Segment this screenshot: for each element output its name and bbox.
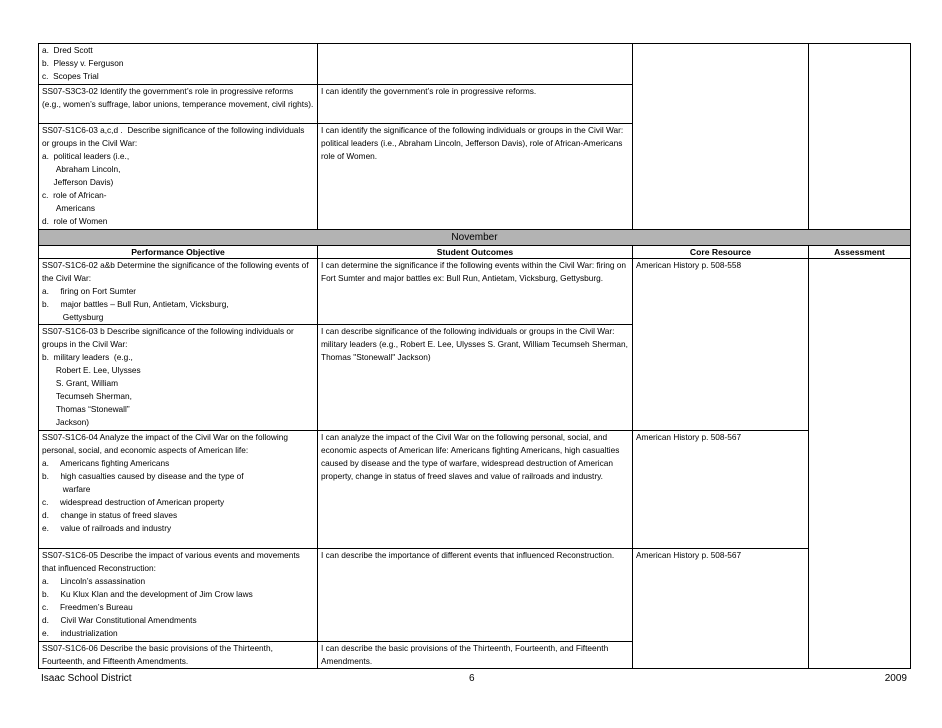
objective-cell: a. Dred Scott b. Plessy v. Ferguson c. Scopes Trial <box>39 44 318 85</box>
footer-page-number: 6 <box>469 673 475 684</box>
header-assessment: Assessment <box>809 246 911 259</box>
objective-cell: SS07-S1C6-06 Describe the basic provisions of the Thirteenth, Fourteenth, and Fifteenth Amendments. <box>39 642 318 669</box>
outcome-cell: I can analyze the impact of the Civil War on the following personal, social, and economic aspects of American life: Americans fighting Americans, high casualties caused by disease and the type of warfare, widespread destruction of American property, change in status of freed slaves and value of railroads and industry. <box>318 431 633 549</box>
page-footer <box>41 673 907 687</box>
header-resource: Core Resource <box>633 246 809 259</box>
assessment-cell <box>809 44 911 230</box>
objective-cell: SS07-S1C6-02 a&b Determine the significance of the following events of the Civil War: a. firing on Fort Sumter b. major battles – Bull Run, Antietam, Vicksburg, Gettysburg <box>39 259 318 325</box>
objective-cell: SS07-S1C6-03 a,c,d . Describe significance of the following individuals or groups in the Civil War: a. political leaders (i.e., Abraham Lincoln, Jefferson Davis) c. role of African- Americans d. role of Women <box>39 124 318 230</box>
table-row <box>39 44 911 85</box>
resource-cell: American History p. 508-558 <box>633 259 809 431</box>
outcome-cell: I can describe the basic provisions of the Thirteenth, Fourteenth, and Fifteenth Amendments. <box>318 642 633 669</box>
outcome-cell: I can describe significance of the following individuals or groups in the Civil War: military leaders (e.g., Robert E. Lee, Ulysses S. Grant, William Tecumseh Sherman, Thomas "Stonewall" Jackson) <box>318 325 633 431</box>
header-objective: Performance Objective <box>39 246 318 259</box>
header-row <box>39 246 911 259</box>
assessment-cell <box>809 259 911 669</box>
footer-year: 2009 <box>884 673 907 684</box>
outcome-cell: I can describe the importance of different events that influenced Reconstruction. <box>318 549 633 642</box>
objective-cell: SS07-S1C6-05 Describe the impact of various events and movements that influenced Reconstruction: a. Lincoln’s assassination b. Ku Klux Klan and the development of Jim Crow laws c. Freedmen’s Bureau d. Civil War Constitutional Amendments e. industrialization <box>39 549 318 642</box>
resource-cell: American History p. 508-567 <box>633 549 809 669</box>
outcome-cell <box>318 44 633 85</box>
objective-cell: SS07-S1C6-04 Analyze the impact of the Civil War on the following personal, social, and economic aspects of American life: a. Americans fighting Americans b. high casualties caused by disease and the type of warfare c. widespread destruction of American property d. change in status of freed slaves e. value of railroads and industry <box>39 431 318 549</box>
table-row <box>39 431 911 549</box>
resource-cell <box>633 44 809 230</box>
month-label: November <box>39 230 911 246</box>
objective-cell: SS07-S1C6-03 b Describe significance of the following individuals or groups in the Civil War: b. military leaders (e.g., Robert E. Lee, Ulysses S. Grant, William Tecumseh Sherman, Thomas “Stonewall” Jackson) <box>39 325 318 431</box>
table-row <box>39 549 911 642</box>
month-row <box>39 230 911 246</box>
table-row <box>39 259 911 325</box>
resource-cell: American History p. 508-567 <box>633 431 809 549</box>
outcome-cell: I can identify the significance of the following individuals or groups in the Civil War: political leaders (i.e., Abraham Lincoln, Jefferson Davis), role of African-Americans role of Women. <box>318 124 633 230</box>
objective-cell: SS07-S3C3-02 Identify the government’s role in progressive reforms (e.g., women’s suffrage, labor unions, temperance movement, civil rights). <box>39 85 318 124</box>
curriculum-table <box>38 43 911 669</box>
header-outcome: Student Outcomes <box>318 246 633 259</box>
outcome-cell: I can identify the government’s role in progressive reforms. <box>318 85 633 124</box>
footer-district: Isaac School District <box>41 673 132 684</box>
outcome-cell: I can determine the significance if the following events within the Civil War: firing on Fort Sumter and major battles ex: Bull Run, Antietam, Vicksburg, Gettysburg. <box>318 259 633 325</box>
